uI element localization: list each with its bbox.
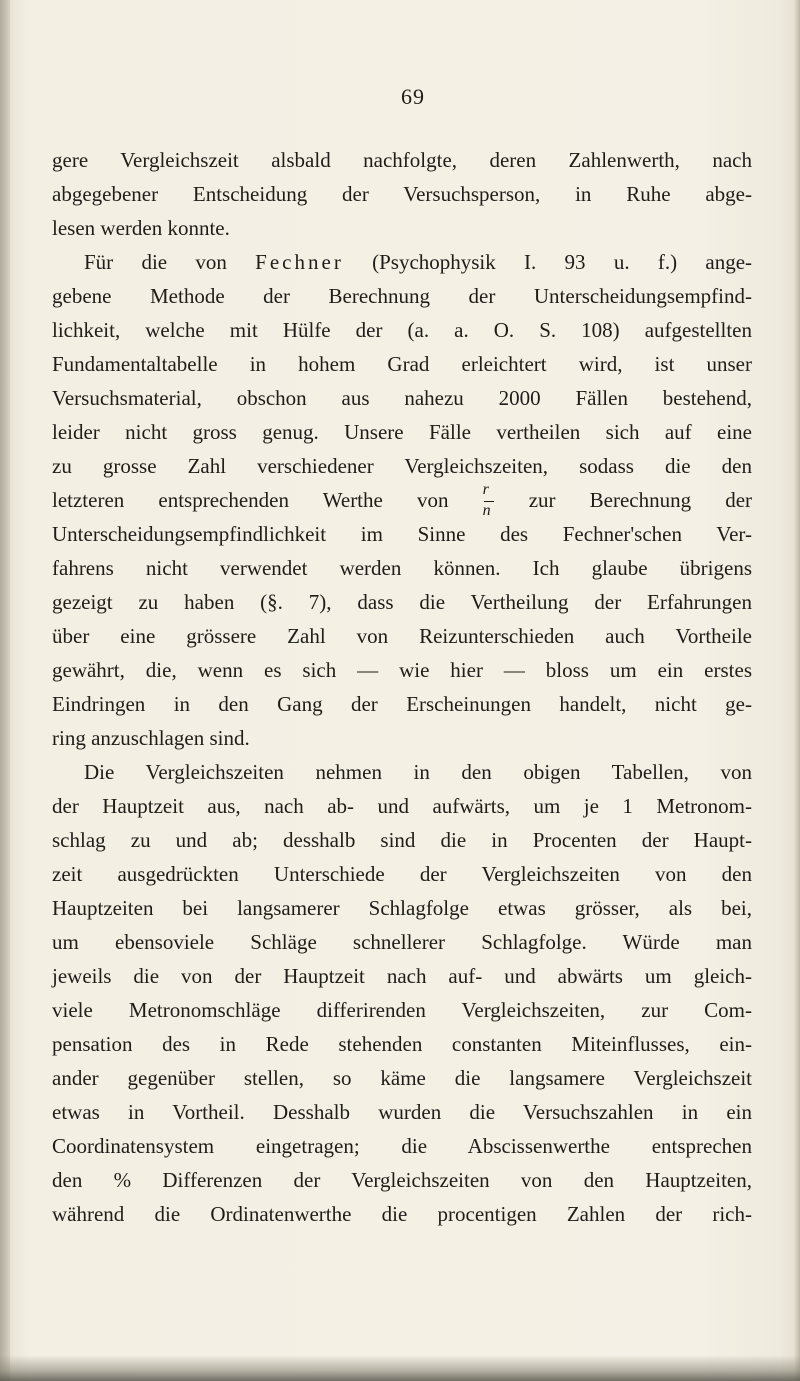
text-line: leider nicht gross genug. Unsere Fälle vertheilen sich auf eine <box>52 420 752 444</box>
text-line: Die Vergleichszeiten nehmen in den obigen Tabellen, von <box>84 760 752 784</box>
text-line: fahrens nicht verwendet werden können. Ich glaube übrigens <box>52 556 752 580</box>
page-binding-shadow <box>0 0 10 1381</box>
text-line: Versuchsmaterial, obschon aus nahezu 2000 Fällen bestehend, <box>52 386 752 410</box>
text-line: Eindringen in den Gang der Erscheinungen handelt, nicht ge- <box>52 692 752 716</box>
text-line <box>52 481 753 520</box>
text-line: den % Differenzen der Vergleichszeiten von den Hauptzeiten, <box>52 1168 752 1192</box>
text-line: Coordinatensystem eingetragen; die Abscissenwerthe entsprechen <box>52 1134 752 1158</box>
text-line: um ebensoviele Schläge schnellerer Schlagfolge. Würde man <box>52 930 752 954</box>
text-line: schlag zu und ab; desshalb sind die in Procenten der Haupt- <box>52 828 752 852</box>
body-text <box>52 143 752 1231</box>
author-name-spaced: Fechner <box>255 250 344 274</box>
text-line <box>52 245 752 279</box>
text-line: zeit ausgedrückten Unterschiede der Vergleichszeiten von den <box>52 862 752 886</box>
page-right-edge <box>794 0 800 1381</box>
text-line: lesen werden konnte. <box>52 216 230 240</box>
text-line: gebene Methode der Berechnung der Unterscheidungsempfind- <box>52 284 752 308</box>
text-line: Fundamentaltabelle in hohem Grad erleichtert wird, ist unser <box>52 352 752 376</box>
fraction-numerator: r <box>482 481 489 499</box>
text-line: der Hauptzeit aus, nach ab- und aufwärts, um je 1 Metronom- <box>52 794 752 818</box>
text-line: abgegebener Entscheidung der Versuchsperson, in Ruhe abge- <box>52 182 752 206</box>
text-line: Unterscheidungsempfindlichkeit im Sinne des Fechner'schen Ver- <box>52 522 752 546</box>
text-segment: letzteren entsprechenden Werthe von <box>52 488 449 512</box>
text-line: lichkeit, welche mit Hülfe der (a. a. O. S. 108) aufgestellten <box>52 318 752 342</box>
text-line: Hauptzeiten bei langsamerer Schlagfolge etwas grösser, als bei, <box>52 896 752 920</box>
text-line: gewährt, die, wenn es sich — wie hier — bloss um ein erstes <box>52 658 752 682</box>
text-line: viele Metronomschläge differirenden Vergleichszeiten, zur Com- <box>52 998 752 1022</box>
text-line: ring anzuschlagen sind. <box>52 726 250 750</box>
text-line: jeweils die von der Hauptzeit nach auf- und abwärts um gleich- <box>52 964 752 988</box>
text-line: ander gegenüber stellen, so käme die langsamere Vergleichszeit <box>52 1066 752 1090</box>
text-line: gezeigt zu haben (§. 7), dass die Vertheilung der Erfahrungen <box>52 590 752 614</box>
page-number: 69 <box>401 84 425 109</box>
text-line: gere Vergleichszeit alsbald nachfolgte, deren Zahlenwerth, nach <box>52 148 752 172</box>
fraction-denominator: n <box>482 502 491 520</box>
page-bottom-shadow <box>0 1355 800 1381</box>
text-segment: zur Berechnung der <box>528 488 753 512</box>
text-line: zu grosse Zahl verschiedener Vergleichszeiten, sodass die den <box>52 454 752 478</box>
text-segment: Für die von <box>84 250 227 274</box>
text-line: pensation des in Rede stehenden constanten Miteinflusses, ein- <box>52 1032 752 1056</box>
text-segment: (Psychophysik I. 93 u. f.) ange- <box>372 250 753 274</box>
text-line: etwas in Vortheil. Desshalb wurden die Versuchszahlen in ein <box>52 1100 752 1124</box>
text-line: über eine grössere Zahl von Reizunterschieden auch Vortheile <box>52 624 752 648</box>
fraction-r-over-n <box>482 481 495 520</box>
text-line: während die Ordinatenwerthe die procentigen Zahlen der rich- <box>52 1202 752 1226</box>
